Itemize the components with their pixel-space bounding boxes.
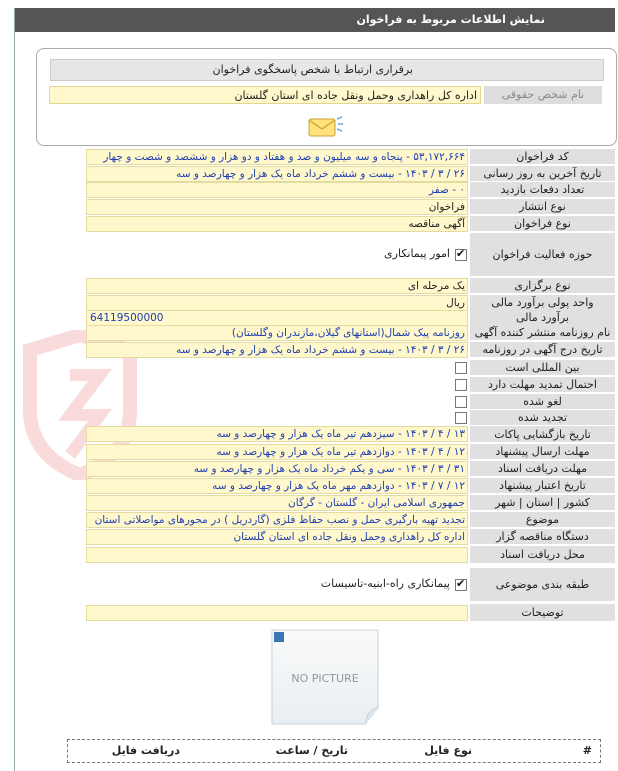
field-value: تجدید تهیه بارگیری حمل و نصب حفاظ فلزی (گاردریل ) در محورهای مواصلاتی استان bbox=[86, 512, 468, 528]
field-value: یک مرحله ای bbox=[86, 278, 468, 294]
field-value: ریال bbox=[86, 295, 468, 311]
field-label: محل دریافت اسناد bbox=[470, 546, 615, 564]
no-picture-text: NO PICTURE bbox=[291, 672, 359, 685]
field-label: تعداد دفعات بازدید bbox=[470, 182, 615, 198]
contact-heading: برقراری ارتباط با شخص پاسخگوی فراخوان bbox=[50, 59, 604, 81]
field-label: نوع انتشار bbox=[470, 199, 615, 215]
field-checkbox[interactable] bbox=[455, 362, 467, 374]
field-checkbox[interactable] bbox=[455, 412, 467, 424]
field-checkbox[interactable] bbox=[455, 579, 467, 591]
field-value: 64119500000 bbox=[86, 310, 468, 326]
field-label: احتمال تمدید مهلت دارد bbox=[470, 377, 615, 393]
field-value bbox=[86, 547, 468, 563]
field-value: ۳۱ / ۳ / ۱۴۰۳ - سی و یکم خرداد ماه یک هزار و چهارصد و سه bbox=[86, 461, 468, 477]
field-label: نام روزنامه منتشر کننده آگهی bbox=[470, 325, 615, 341]
contact-name-value: اداره کل راهداری وحمل ونقل جاده ای استان گلستان bbox=[49, 86, 481, 104]
col-index: # bbox=[582, 744, 592, 757]
col-download: دریافت فایل bbox=[111, 744, 180, 757]
field-value: آگهی مناقصه bbox=[86, 216, 468, 232]
col-date-time: تاریخ / ساعت bbox=[275, 744, 348, 757]
field-label: نوع برگزاری bbox=[470, 278, 615, 294]
field-label: نوع فراخوان bbox=[470, 216, 615, 232]
field-label: توضیحات bbox=[470, 604, 615, 622]
contact-name-label: نام شخص حقوقی bbox=[484, 86, 602, 104]
field-label: مهلت دریافت اسناد bbox=[470, 461, 615, 477]
field-label: دستگاه مناقصه گزار bbox=[470, 529, 615, 545]
field-label: تاریخ آخرین به روز رسانی bbox=[470, 166, 615, 182]
checkbox-label: پیمانکاری راه-ابنیه-تاسیسات bbox=[320, 577, 450, 590]
field-checkbox[interactable] bbox=[455, 396, 467, 408]
field-value: روزنامه پیک شمال(استانهای گیلان،مازندران وگلستان) bbox=[86, 325, 468, 341]
field-label: برآورد مالی bbox=[470, 310, 615, 326]
checkbox-label: امور پیمانکاری bbox=[384, 247, 450, 260]
field-value: فراخوان bbox=[86, 199, 468, 215]
field-label: تاریخ بازگشایی پاکات bbox=[470, 426, 615, 443]
field-label: تاریخ اعتبار پیشنهاد bbox=[470, 478, 615, 494]
field-value: اداره کل راهداری وحمل ونقل جاده ای استان گلستان bbox=[86, 529, 468, 545]
field-value: ۰ - صفر bbox=[86, 182, 468, 198]
page-title: نمایش اطلاعات مربوط به فراخوان bbox=[15, 8, 615, 32]
envelope-icon[interactable] bbox=[307, 115, 343, 142]
field-value: ۱۲ / ۷ / ۱۴۰۳ - دوازدهم مهر ماه یک هزار و چهارصد و سه bbox=[86, 478, 468, 494]
field-checkbox[interactable] bbox=[455, 249, 467, 261]
field-label: تجدید شده bbox=[470, 410, 615, 426]
field-label: واحد پولی برآورد مالی bbox=[470, 295, 615, 311]
field-label: تاریخ درج آگهی در روزنامه bbox=[470, 342, 615, 358]
field-value: ۱۲ / ۴ / ۱۴۰۳ - دوازدهم تیر ماه یک هزار و چهارصد و سه bbox=[86, 444, 468, 460]
field-label: لغو شده bbox=[470, 394, 615, 410]
field-label: حوزه فعالیت فراخوان bbox=[470, 233, 615, 277]
field-label: کشور | استان | شهر bbox=[470, 495, 615, 511]
field-value: ۱۳ / ۴ / ۱۴۰۳ - سیزدهم تیر ماه یک هزار و چهارصد و سه bbox=[86, 426, 468, 442]
field-label: بین المللی است bbox=[470, 360, 615, 376]
field-value: جمهوری اسلامی ایران - گلستان - گرگان bbox=[86, 495, 468, 511]
field-value: ۲۶ / ۳ / ۱۴۰۳ - بیست و ششم خرداد ماه یک هزار و چهارصد و سه bbox=[86, 342, 468, 358]
contact-panel bbox=[36, 48, 617, 146]
files-table-header bbox=[67, 739, 601, 763]
field-label: موضوع bbox=[470, 512, 615, 528]
field-label: مهلت ارسال پیشنهاد bbox=[470, 444, 615, 460]
col-file-type: نوع فایل bbox=[424, 744, 472, 757]
field-value: ۲۶ / ۳ / ۱۴۰۳ - بیست و ششم خرداد ماه یک هزار و چهارصد و سه bbox=[86, 166, 468, 182]
field-value: ۵۳,۱۷۲,۶۶۴ - پنجاه و سه میلیون و صد و هفتاد و دو هزار و ششصد و شصت و چهار bbox=[86, 149, 468, 165]
field-checkbox[interactable] bbox=[455, 379, 467, 391]
field-label: طبقه بندی موضوعی bbox=[470, 568, 615, 602]
no-picture-image bbox=[270, 628, 380, 726]
field-value bbox=[86, 605, 468, 621]
field-label: کد فراخوان bbox=[470, 149, 615, 165]
